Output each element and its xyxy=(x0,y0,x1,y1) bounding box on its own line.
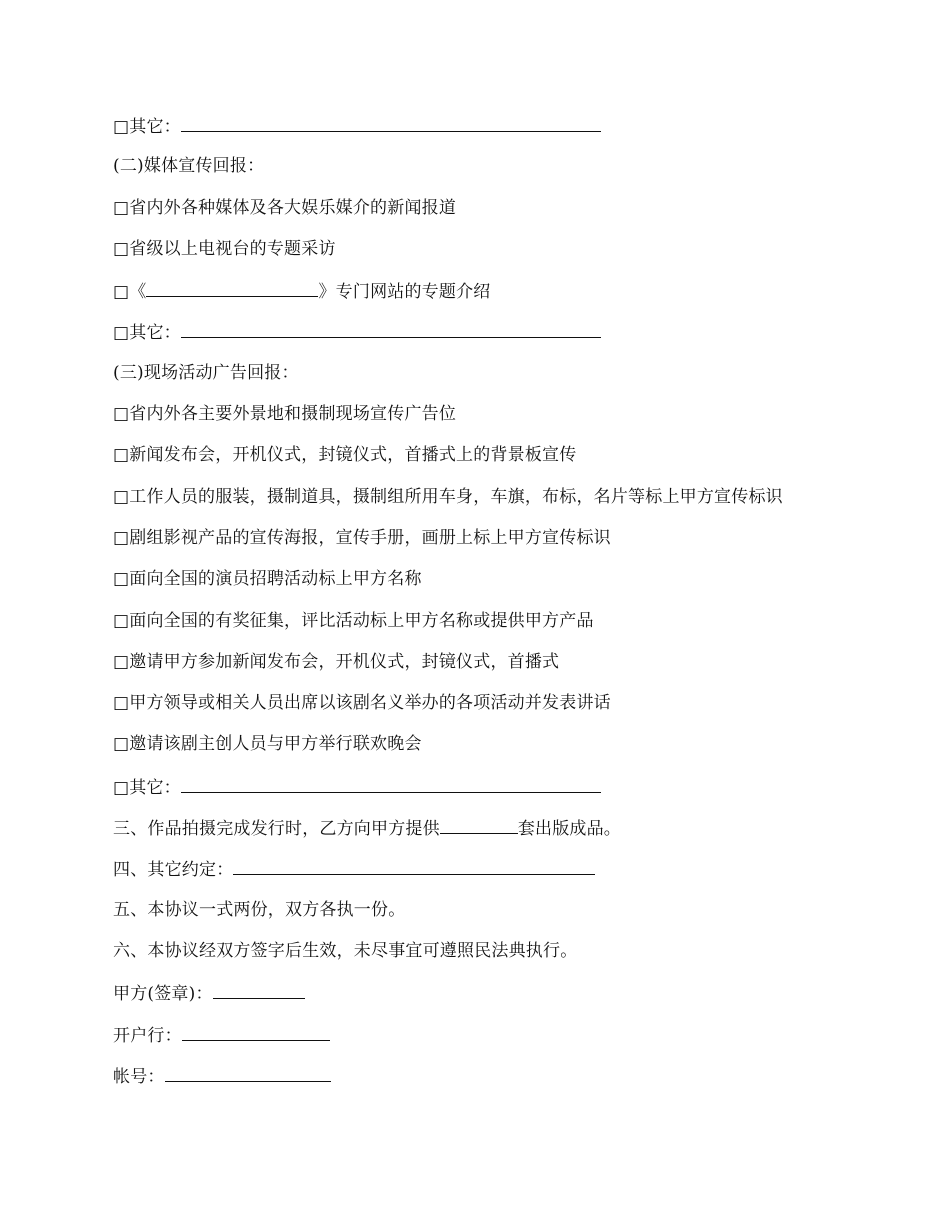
onsite-item-3 xyxy=(113,486,873,527)
other-label: □其它： xyxy=(113,777,181,798)
onsite-item-8 xyxy=(113,692,873,733)
onsite-item-text: □邀请该剧主创人员与甲方举行联欢晚会 xyxy=(113,734,422,755)
bank-label: 开户行： xyxy=(113,1025,182,1046)
account-line xyxy=(113,1064,873,1105)
clause-four xyxy=(113,857,873,898)
onsite-item-text: □甲方领导或相关人员出席以该剧名义举办的各项活动并发表讲话 xyxy=(113,693,611,714)
media-item-website-prefix: □《 xyxy=(113,282,147,303)
bank-line xyxy=(113,1023,873,1064)
onsite-item-2 xyxy=(113,444,873,485)
document-page xyxy=(113,114,873,1105)
party-a-signature xyxy=(113,981,873,1022)
other-label: □其它： xyxy=(113,117,181,137)
clause-three xyxy=(113,816,873,857)
clause-five-text: 五、本协议一式两份，双方各执一份。 xyxy=(113,899,406,920)
clause-three-suffix: 套出版成品。 xyxy=(517,819,622,840)
media-item-news-text: □省内外各种媒体及各大娱乐媒介的新闻报道 xyxy=(113,197,457,218)
onsite-item-text: □新闻发布会，开机仪式，封镜仪式，首播式上的背景板宣传 xyxy=(113,445,577,466)
other-blank[interactable] xyxy=(181,114,601,132)
party-a-signature-blank[interactable] xyxy=(213,981,305,999)
party-a-signature-label: 甲方(签章)： xyxy=(113,984,213,1005)
onsite-item-text: □邀请甲方参加新闻发布会，开机仪式，封镜仪式，首播式 xyxy=(113,651,560,672)
onsite-item-text: □面向全国的演员招聘活动标上甲方名称 xyxy=(113,569,422,590)
onsite-item-text: □省内外各主要外景地和摄制现场宣传广告位 xyxy=(113,404,457,425)
copies-blank[interactable] xyxy=(440,816,518,834)
onsite-item-text: □剧组影视产品的宣传海报，宣传手册，画册上标上甲方宣传标识 xyxy=(113,527,611,548)
onsite-item-1 xyxy=(113,403,873,444)
other-blank[interactable] xyxy=(181,320,601,338)
section-onsite-title: (三)现场活动广告回报： xyxy=(113,362,299,383)
other-item-1 xyxy=(113,114,873,155)
bank-blank[interactable] xyxy=(182,1023,330,1041)
clause-five xyxy=(113,899,873,940)
media-item-website xyxy=(113,279,873,320)
other-item-3 xyxy=(113,775,873,816)
media-item-news xyxy=(113,197,873,238)
clause-four-label: 四、其它约定： xyxy=(113,860,234,881)
account-blank[interactable] xyxy=(165,1064,331,1082)
media-item-tv xyxy=(113,238,873,279)
onsite-item-4 xyxy=(113,527,873,568)
section-media-heading xyxy=(113,155,873,196)
other-agreement-blank[interactable] xyxy=(233,857,595,875)
account-label: 帐号： xyxy=(113,1066,165,1087)
other-item-2 xyxy=(113,320,873,361)
clause-three-prefix: 三、作品拍摄完成发行时，乙方向甲方提供 xyxy=(113,819,440,840)
section-media-title: (二)媒体宣传回报： xyxy=(113,156,265,177)
media-item-website-suffix: 》专门网站的专题介绍 xyxy=(318,282,491,303)
clause-six xyxy=(113,940,873,981)
section-onsite-heading xyxy=(113,362,873,403)
onsite-item-5 xyxy=(113,568,873,609)
media-item-tv-text: □省级以上电视台的专题采访 xyxy=(113,238,336,259)
onsite-item-9 xyxy=(113,733,873,774)
onsite-item-text: □工作人员的服装，摄制道具，摄制组所用车身，车旗，布标，名片等标上甲方宣传标识 xyxy=(113,486,783,507)
onsite-item-text: □面向全国的有奖征集，评比活动标上甲方名称或提供甲方产品 xyxy=(113,610,594,631)
onsite-item-6 xyxy=(113,610,873,651)
other-blank[interactable] xyxy=(181,775,601,793)
website-name-blank[interactable] xyxy=(146,279,318,297)
other-label: □其它： xyxy=(113,323,181,344)
onsite-item-7 xyxy=(113,651,873,692)
clause-six-text: 六、本协议经双方签字后生效，未尽事宜可遵照民法典执行。 xyxy=(113,940,578,961)
